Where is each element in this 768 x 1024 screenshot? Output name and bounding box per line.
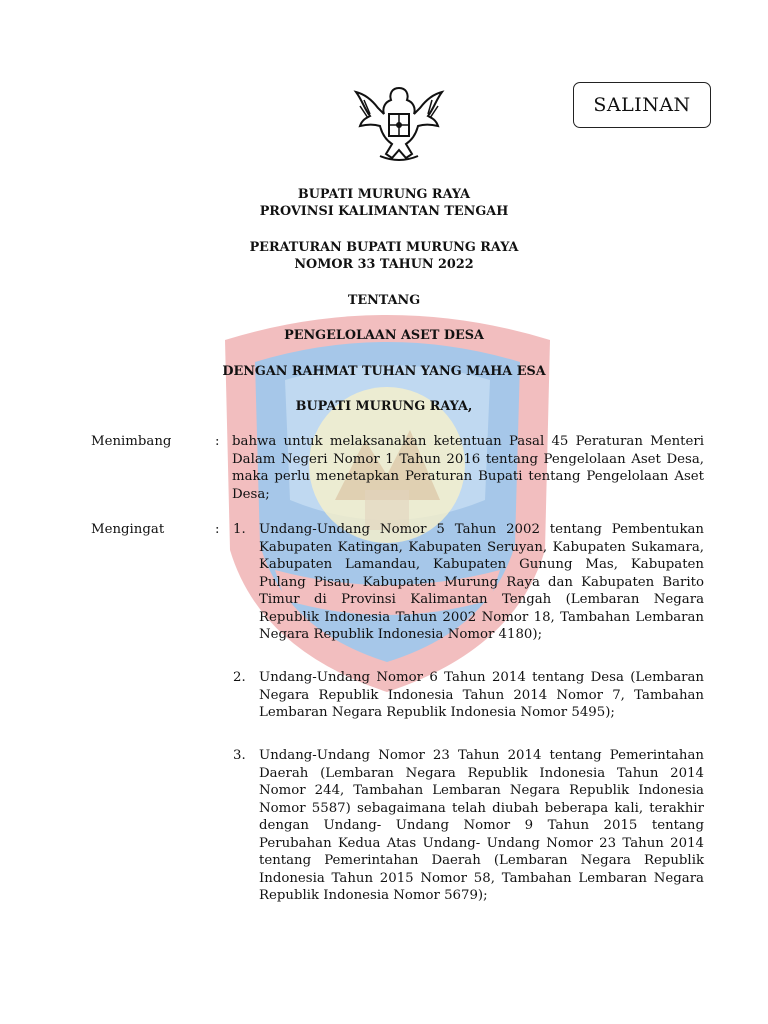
menimbang-colon: : [215, 434, 220, 449]
heading-line-2: PROVINSI KALIMANTAN TENGAH [259, 204, 509, 219]
heading-line-6: PENGELOLAAN ASET DESA [284, 328, 484, 343]
heading-line-5: TENTANG [347, 293, 421, 308]
salinan-stamp: SALINAN [573, 82, 711, 128]
mengingat-item-1-number: 1. [233, 522, 246, 537]
heading-line-4: NOMOR 33 TAHUN 2022 [294, 257, 474, 272]
mengingat-label: Mengingat [91, 522, 165, 537]
heading-line-7: DENGAN RAHMAT TUHAN YANG MAHA ESA [222, 364, 546, 379]
menimbang-text: bahwa untuk melaksanakan ketentuan Pasal 45 Peraturan Menteri Dalam Negeri Nomor 1 Tahun 2016 tentang Pengelolaan Aset Desa, maka perlu menetapkan Peraturan Bupati tentang Pengelolaan Aset Desa; [232, 434, 704, 502]
menimbang-label: Menimbang [91, 434, 172, 449]
heading-line-1: BUPATI MURUNG RAYA [297, 187, 471, 202]
mengingat-item-1-text: Undang-Undang Nomor 5 Tahun 2002 tentang Pembentukan Kabupaten Katingan, Kabupaten Seruyan, Kabupaten Sukamara, Kabupaten Lamandau, Kabupaten Gunung Mas, Kabupaten Pulang Pisau, Kabupaten Murung Raya dan Kabupaten Barito Timur di Provinsi Kalimantan Tengah (Lembaran Negara Republik Indonesia Tahun 2002 Nomor 18, Tambahan Lembaran Negara Republik Indonesia Nomor 4180); [259, 522, 704, 642]
heading-line-8: BUPATI MURUNG RAYA, [295, 399, 473, 414]
garuda-emblem-icon [352, 78, 446, 166]
mengingat-item-3-number: 3. [233, 748, 246, 763]
mengingat-item-2-number: 2. [233, 670, 246, 685]
heading-line-3: PERATURAN BUPATI MURUNG RAYA [249, 240, 519, 255]
mengingat-item-2-text: Undang-Undang Nomor 6 Tahun 2014 tentang Desa (Lembaran Negara Republik Indonesia Tahun 2014 Nomor 7, Tambahan Lembaran Negara Republik Indonesia Nomor 5495); [259, 670, 704, 720]
mengingat-colon: : [215, 522, 220, 537]
mengingat-item-3-text: Undang-Undang Nomor 23 Tahun 2014 tentang Pemerintahan Daerah (Lembaran Negara Republik Indonesia Tahun 2014 Nomor 244, Tambahan Lembaran Negara Republik Indonesia Nomor 5587) sebagaimana telah diubah beberapa kali, terakhir dengan Undang- Undang Nomor 9 Tahun 2015 tentang Perubahan Kedua Atas Undang- Undang Nomor 23 Tahun 2014 tentang Pemerintahan Daerah (Lembaran Negara Republik Indonesia Tahun 2015 Nomor 58, Tambahan Lembaran Negara Republik Indonesia Nomor 5679); [259, 748, 704, 903]
